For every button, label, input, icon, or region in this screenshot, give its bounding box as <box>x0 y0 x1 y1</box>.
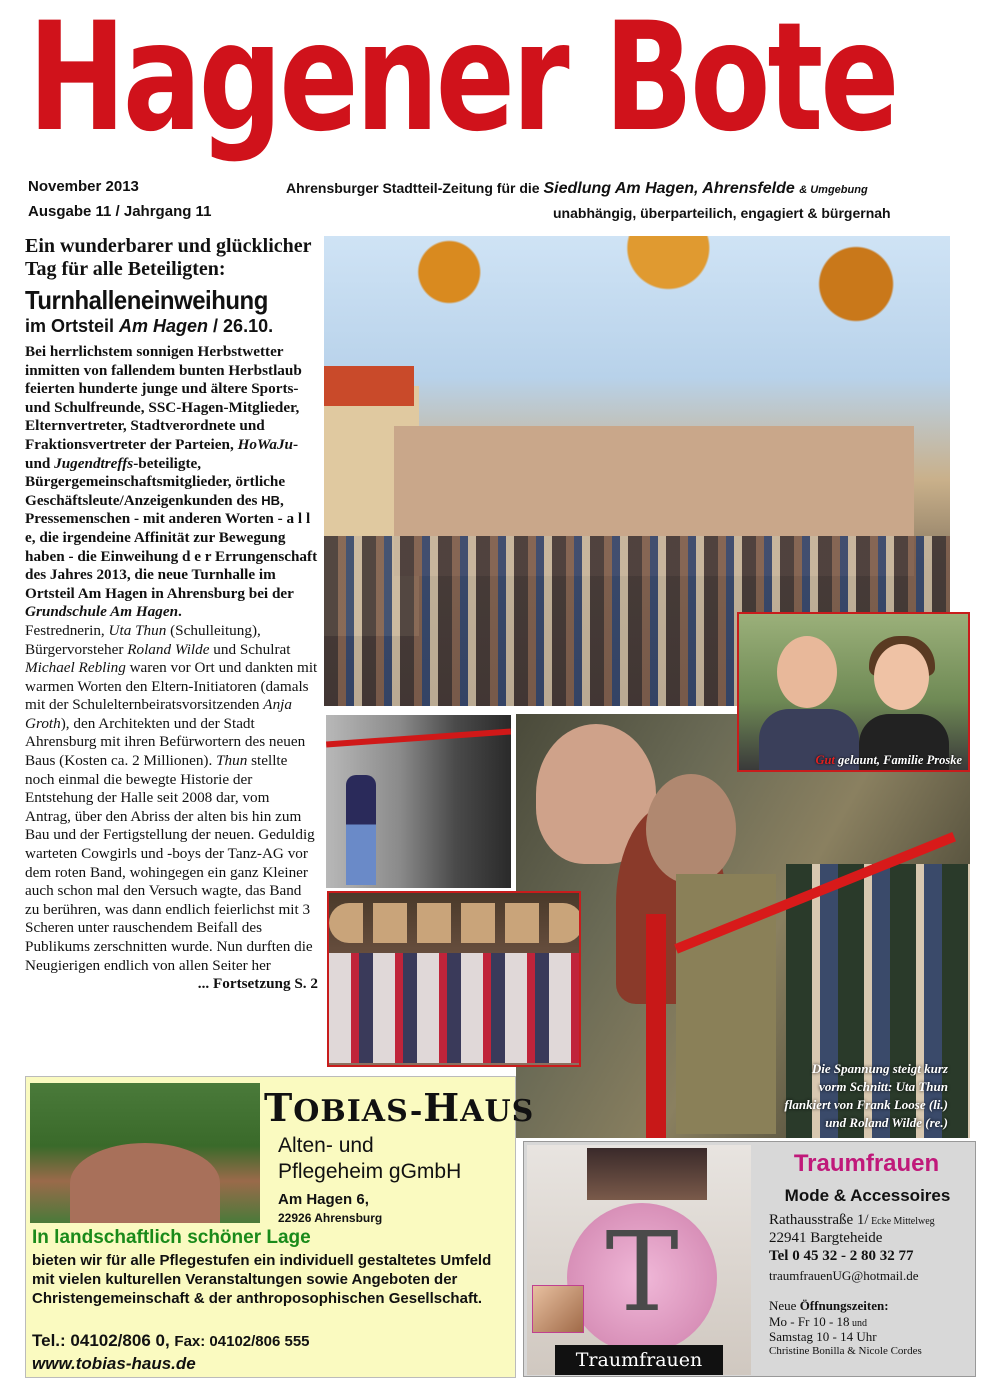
tagline <box>286 180 868 198</box>
cowboy-hats <box>329 903 581 943</box>
tagline-suffix: & Umgebung <box>799 184 868 196</box>
face <box>874 644 929 710</box>
ad-headline: In landschaftlich schöner Lage <box>32 1227 311 1248</box>
subhead-suffix: / 26.10. <box>208 316 274 336</box>
text-run: Thun <box>216 752 248 770</box>
continuation-note: ... Fortsetzung S. 2 <box>197 975 318 993</box>
street-note: Ecke Mittelweg <box>868 1216 935 1227</box>
ad-website: www.tobias-haus.de <box>32 1354 196 1373</box>
red-ribbon <box>646 914 666 1138</box>
text-run: Michael Rebling <box>25 659 126 677</box>
opening-hours-weekday <box>769 1314 867 1330</box>
shop-subtitle: Mode & Accessoires <box>784 1186 951 1205</box>
lead-article <box>25 235 318 1075</box>
ad-phone <box>32 1331 310 1351</box>
text-run: waren vor Ort und dankten mit warmen Worten den Eltern-Initiatoren (damals mit der Schulelternbeiratsvorsitzenden <box>25 659 318 714</box>
hours-title: Öffnungszeiten: <box>799 1298 889 1313</box>
article-headline: Turnhalleneinweihung <box>25 285 268 315</box>
tobias-haus-ad <box>25 1076 535 1378</box>
caption-highlight: Gut <box>815 753 835 767</box>
model-legs <box>587 1148 707 1200</box>
text-run: Anja Groth <box>25 696 292 732</box>
logo-letter: T <box>605 1208 679 1336</box>
tagline-area: Siedlung Am Hagen, Ahrensfelde <box>543 180 800 197</box>
cowgirls-photo <box>327 891 581 1067</box>
text-run: (Schulleitung), Bürgervorsteher <box>25 621 261 658</box>
text-run: ), den Architekten und der Stadt Ahrensburg mit ihren Befürwortern des neuen Baus (Kosten ca. 2 Millionen). <box>25 714 306 770</box>
text-run: Roland Wilde <box>127 640 210 658</box>
text-run: HoWaJu <box>237 435 293 453</box>
text-run: -beteiligte, Bürgergemeinschaftsmitglieder, örtliche Geschäftsleute/Anzeigenkunden des <box>25 454 286 509</box>
opening-hours-title <box>769 1298 889 1314</box>
opening-hours-saturday: Samstag 10 - 14 Uhr <box>769 1329 877 1344</box>
issue-date: November 2013 <box>28 178 139 195</box>
shop-phone: Tel 0 45 32 - 2 80 32 77 <box>769 1248 914 1264</box>
article-lead-paragraph <box>25 343 318 622</box>
red-ribbon <box>326 729 511 748</box>
caption-line: und Roland Wilde (re.) <box>825 1115 948 1130</box>
text-run: Bei herrlichstem sonnigen Herbstwetter inmitten von fallendem bunten Herbstlaub feierten hunderte junge und ältere Sports- und Schulfreunde, SSC-Hagen-Mitglieder, Elternvertreter, Stadtverordnete und Fraktionsvertreter der Parteien, <box>25 343 302 453</box>
autumn-leaves <box>324 236 950 356</box>
phone-number: Tel.: 04102/806 0, <box>32 1331 170 1350</box>
shop-email: traumfrauenUG@hotmail.de <box>769 1268 919 1283</box>
ribbon-cutting-photo <box>516 714 970 1138</box>
ad-type <box>278 1133 461 1185</box>
ad-type-line: Alten- und <box>278 1134 374 1157</box>
face <box>777 636 837 708</box>
article-kicker: Ein wunderbarer und glücklicher Tag für alle Beteiligten: <box>25 235 312 280</box>
hours-suffix: und <box>849 1318 868 1329</box>
text-run: - und <box>25 435 299 472</box>
subhead-prefix: im Ortsteil <box>25 316 120 336</box>
issue-number: Ausgabe 11 / Jahrgang 11 <box>28 203 212 220</box>
article-subhead <box>25 315 318 337</box>
shop-street <box>769 1212 935 1229</box>
text-run: und Schulrat <box>209 640 291 658</box>
logo-sign: Traumfrauen <box>555 1345 723 1375</box>
text-run: . <box>178 603 182 621</box>
red-roof <box>324 366 414 406</box>
small-child <box>346 775 376 885</box>
tagline-prefix: Ahrensburger Stadtteil-Zeitung für die <box>286 180 544 196</box>
traumfrauen-ad <box>523 1141 976 1377</box>
traumfrauen-logo-image <box>527 1145 751 1375</box>
motto: unabhängig, überparteilich, engagiert & bürgernah <box>553 205 891 221</box>
street: Rathausstraße 1/ <box>769 1212 869 1228</box>
model-photo <box>532 1285 584 1333</box>
hours: Mo - Fr 10 - 18 <box>769 1314 850 1329</box>
text-run: Jugendtreffs <box>54 454 134 472</box>
garden-photo <box>30 1083 260 1223</box>
caption-line: Die Spannung steigt kurz <box>811 1061 948 1076</box>
shop-name: Traumfrauen <box>793 1150 940 1177</box>
hb-logo-text: HB <box>261 492 281 508</box>
ad-city: 22926 Ahrensburg <box>278 1211 383 1225</box>
logo-letters: OBIAS- <box>293 1094 424 1129</box>
fax-number: Fax: 04102/806 555 <box>174 1333 310 1350</box>
shop-city: 22941 Bargteheide <box>769 1230 883 1246</box>
shop-owners: Christine Bonilla & Nicole Cordes <box>769 1345 922 1357</box>
masthead-title: Hagener Bote <box>28 0 897 165</box>
text-run: Festrednerin, <box>25 621 109 639</box>
person <box>646 774 736 884</box>
tobias-haus-logo <box>264 1083 535 1133</box>
subhead-place: Am Hagen <box>119 316 209 336</box>
portrait-photo <box>737 612 970 772</box>
ad-description: bieten wir für alle Pflegestufen ein individuell gestaltetes Umfeld mit vielen kulturellen Veranstaltungen sowie Angeboten der Christengemeinschaft & der anthroposophischen Gesellschaft. <box>32 1252 492 1307</box>
garden-path <box>70 1143 220 1223</box>
logo-letters: AUS <box>460 1094 535 1129</box>
text-run: stellte noch einmal die bewegte Historie der Entstehung der Halle seit 2008 dar, vom Antrag, über den Abriss der alten bis hin zum Bau und der Fertigstellung der neuen. Geduldig warteten Cowgirls und -boys der Tanz-AG vor dem roten Band, wohingegen ein ganz Kleiner auch schon mal den Versuch wagte, das Band zu berühren, was dann endlich feierlichst mit 3 Scheren unter rauschendem Beifall des Publikums zerschnitten wurde. Nun durften die Neugierigen endlich von allen Seiter her <box>25 752 315 974</box>
dancers <box>329 953 581 1063</box>
text-run: Grundschule Am Hagen <box>25 603 179 621</box>
logo-letter: H <box>423 1085 461 1130</box>
text-run: , Pressemenschen - mit anderen Worten - a l l e, die irgendeine Affinität zur Bewegung haben - die Einweihung d e r Errungenschaft des Jahres 2013, die neue Turnhalle im Ortsteil Am Hagen in Ahrensburg bei der <box>25 491 318 602</box>
text-run: Uta Thun <box>108 621 167 639</box>
logo-letter: T <box>264 1085 294 1130</box>
caption-text: gelaunt, Familie Proske <box>834 753 962 767</box>
article-body-paragraph <box>25 622 318 975</box>
door-ribbon-photo <box>326 715 511 888</box>
caption-line: vorm Schnitt: Uta Thun <box>819 1079 948 1094</box>
ad-street: Am Hagen 6, <box>278 1191 369 1208</box>
caption-line: flankiert von Frank Loose (li.) <box>784 1097 948 1112</box>
ribbon-photo-caption <box>784 1060 948 1132</box>
hours-prefix: Neue <box>769 1298 800 1313</box>
ad-type-line: Pflegeheim gGmbH <box>278 1160 462 1183</box>
portrait-caption <box>815 753 962 768</box>
